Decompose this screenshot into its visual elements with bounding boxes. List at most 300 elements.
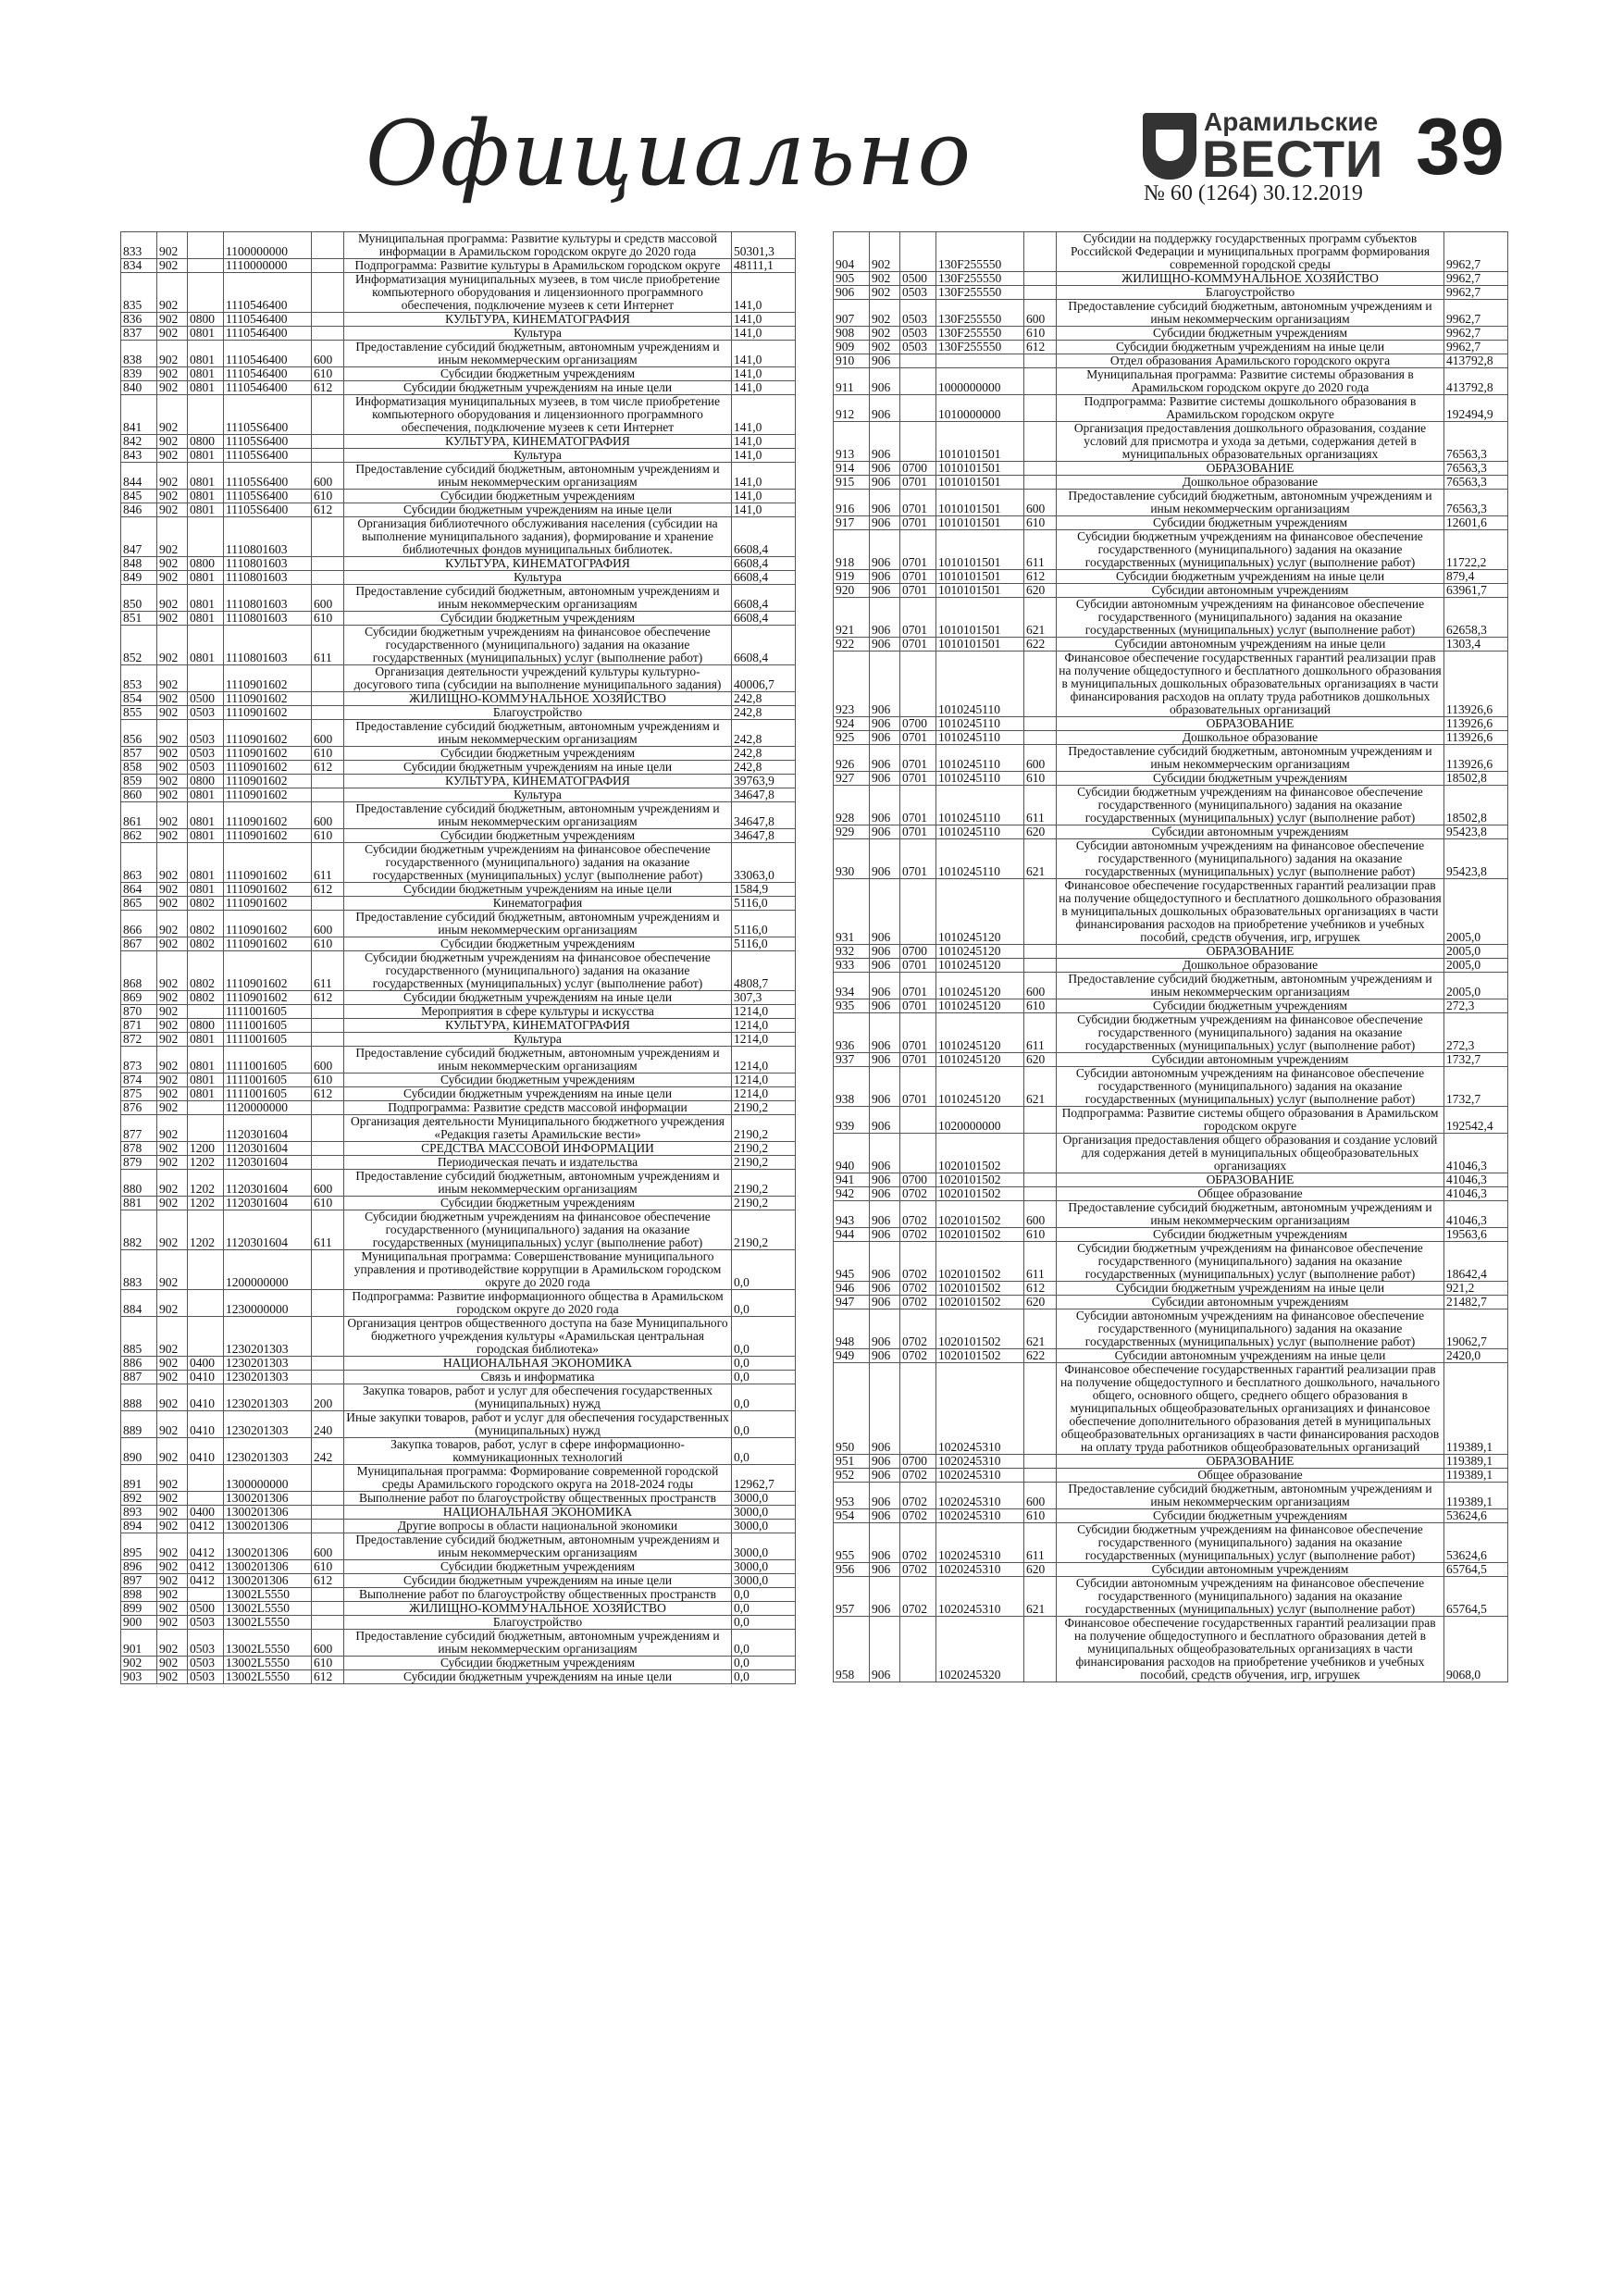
section-code: 0801 <box>188 1033 224 1046</box>
amount: 413792,8 <box>1444 354 1508 367</box>
expense-type: 610 <box>1024 772 1057 785</box>
amount: 5116,0 <box>732 897 796 910</box>
item-name: Субсидии автономным учреждениям на финансовое обеспечение государственного (муниципального) задания на оказание государственных (муниципальных) услуг (выполнение работ) <box>1057 839 1444 878</box>
item-name: Общее образование <box>1057 1469 1444 1482</box>
item-name: Финансовое обеспечение государственных гарантий реализации прав на получение общедоступного и бесплатного образования детей в муниципальных общеобразовательных организациях в части финансирования расходов на приобретение учебников и учебных пособий, средств обучения, игр, игрушек <box>1057 1617 1444 1682</box>
item-name: ОБРАЗОВАНИЕ <box>1057 1173 1444 1186</box>
section-code: 0801 <box>188 829 224 842</box>
grbs-code: 902 <box>157 883 188 896</box>
table-row <box>833 772 1508 786</box>
budget-table-left <box>120 231 796 1684</box>
section-code: 0702 <box>900 1349 936 1362</box>
item-name: Субсидии бюджетным учреждениям на иные цели <box>344 381 732 394</box>
row-number: 917 <box>833 516 870 529</box>
amount: 2190,2 <box>732 1101 796 1114</box>
grbs-code: 906 <box>870 638 900 651</box>
amount: 2005,0 <box>1444 973 1508 999</box>
amount: 76563,3 <box>1444 462 1508 475</box>
item-name: Субсидии бюджетным учреждениям на иные цели <box>344 761 732 774</box>
row-number: 839 <box>120 367 157 380</box>
expense-type: 200 <box>312 1384 344 1410</box>
row-number: 938 <box>833 1067 870 1106</box>
section-code: 0702 <box>900 1309 936 1348</box>
row-number: 871 <box>120 1019 157 1032</box>
row-number: 936 <box>833 1013 870 1052</box>
amount: 141,0 <box>732 449 796 462</box>
amount: 2005,0 <box>1444 959 1508 972</box>
expense-type: 611 <box>1024 1242 1057 1281</box>
table-row <box>120 463 796 490</box>
grbs-code: 902 <box>157 381 188 394</box>
target-code: 1110901602 <box>224 911 312 937</box>
target-code: 1020101502 <box>936 1134 1024 1173</box>
row-number: 908 <box>833 327 870 340</box>
section-code: 0701 <box>900 476 936 489</box>
amount: 141,0 <box>732 367 796 380</box>
row-number: 862 <box>120 829 157 842</box>
item-name: Субсидии бюджетным учреждениям на финансовое обеспечение государственного (муниципального) задания на оказание государственных (муниципальных) услуг (выполнение работ) <box>1057 786 1444 825</box>
target-code: 1110801603 <box>224 571 312 584</box>
amount: 141,0 <box>732 341 796 366</box>
grbs-code: 902 <box>157 395 188 434</box>
target-code: 1300000000 <box>224 1465 312 1491</box>
row-number: 940 <box>833 1134 870 1173</box>
expense-type: 621 <box>1024 839 1057 878</box>
target-code: 1230201303 <box>224 1411 312 1437</box>
row-number: 857 <box>120 747 157 760</box>
grbs-code: 906 <box>870 1173 900 1186</box>
table-row <box>833 786 1508 825</box>
grbs-code: 902 <box>157 1371 188 1384</box>
item-name: Подпрограмма: Развитие системы дошкольного образования в Арамильском городском округе <box>1057 395 1444 421</box>
grbs-code: 902 <box>157 1101 188 1114</box>
grbs-code: 906 <box>870 1483 900 1508</box>
table-row <box>833 1309 1508 1349</box>
table-row <box>120 761 796 775</box>
expense-type: 600 <box>1024 745 1057 771</box>
target-code: 1230201303 <box>224 1384 312 1410</box>
table-row <box>833 945 1508 959</box>
target-code: 1010245120 <box>936 879 1024 944</box>
item-name: Кинематография <box>344 897 732 910</box>
table-row <box>833 1296 1508 1309</box>
table-row <box>833 368 1508 395</box>
row-number: 869 <box>120 991 157 1004</box>
expense-type <box>1024 1455 1057 1468</box>
item-name: Финансовое обеспечение государственных гарантий реализации прав на получение общедоступного и бесплатного дошкольного образования в муниципальных дошкольных образовательных организациях в части финансирования расходов на приобретение учебников и учебных пособий, средств обучения, игр, игрушек <box>1057 879 1444 944</box>
amount: 6608,4 <box>732 571 796 584</box>
item-name: Дошкольное образование <box>1057 959 1444 972</box>
target-code: 1010245110 <box>936 731 1024 744</box>
item-name: Предоставление субсидий бюджетным, автономным учреждениям и иным некоммерческим организациям <box>1057 745 1444 771</box>
item-name: Субсидии автономным учреждениям <box>1057 1296 1444 1309</box>
grbs-code: 906 <box>870 395 900 421</box>
grbs-code: 906 <box>870 652 900 716</box>
grbs-code: 902 <box>157 585 188 611</box>
amount: 2190,2 <box>732 1115 796 1141</box>
target-code: 130F255550 <box>936 232 1024 271</box>
amount: 9962,7 <box>1444 327 1508 340</box>
expense-type <box>312 1506 344 1519</box>
grbs-code: 906 <box>870 1067 900 1106</box>
section-code: 0702 <box>900 1187 936 1200</box>
table-row <box>833 286 1508 300</box>
target-code: 13002L5550 <box>224 1602 312 1615</box>
table-row <box>833 1173 1508 1187</box>
expense-type <box>312 259 344 272</box>
section-code: 0801 <box>188 571 224 584</box>
expense-type <box>1024 959 1057 972</box>
target-code: 1111001605 <box>224 1033 312 1046</box>
row-number: 937 <box>833 1053 870 1066</box>
section-code: 0400 <box>188 1357 224 1370</box>
target-code: 1111001605 <box>224 1047 312 1073</box>
row-number: 946 <box>833 1282 870 1295</box>
target-code: 1020101502 <box>936 1201 1024 1227</box>
section-code: 0503 <box>188 1657 224 1669</box>
row-number: 886 <box>120 1357 157 1370</box>
grbs-code: 902 <box>157 273 188 312</box>
amount: 3000,0 <box>732 1560 796 1573</box>
expense-type <box>312 571 344 584</box>
table-row <box>833 1228 1508 1242</box>
table-row <box>120 259 796 273</box>
table-row <box>120 1005 796 1019</box>
target-code: 1020245310 <box>936 1363 1024 1454</box>
amount: 113926,6 <box>1444 745 1508 771</box>
expense-type <box>312 1371 344 1384</box>
budget-table-right <box>833 231 1508 1682</box>
target-code: 1010101501 <box>936 584 1024 597</box>
item-name: КУЛЬТУРА, КИНЕМАТОГРАФИЯ <box>344 313 732 326</box>
grbs-code: 902 <box>157 1560 188 1573</box>
expense-type: 600 <box>312 1630 344 1656</box>
item-name: НАЦИОНАЛЬНАЯ ЭКОНОМИКА <box>344 1357 732 1370</box>
amount: 53624,6 <box>1444 1509 1508 1522</box>
amount: 9962,7 <box>1444 232 1508 271</box>
section-code: 0802 <box>188 937 224 950</box>
target-code: 1020245310 <box>936 1577 1024 1616</box>
expense-type: 600 <box>312 1170 344 1196</box>
item-name: Субсидии на поддержку государственных программ субъектов Российской Федерации и муниципальных программ формирования современной городской среды <box>1057 232 1444 271</box>
section-code: 0500 <box>188 1602 224 1615</box>
table-row <box>833 1509 1508 1523</box>
table-row <box>120 1156 796 1170</box>
table-row <box>120 911 796 937</box>
target-code: 1111001605 <box>224 1074 312 1086</box>
expense-type <box>312 897 344 910</box>
item-name: ОБРАЗОВАНИЕ <box>1057 945 1444 958</box>
item-name: Субсидии автономным учреждениям на финансовое обеспечение государственного (муниципального) задания на оказание государственных (муниципальных) услуг (выполнение работ) <box>1057 1067 1444 1106</box>
table-row <box>120 435 796 449</box>
target-code: 1020101502 <box>936 1296 1024 1309</box>
section-code: 0702 <box>900 1523 936 1562</box>
grbs-code: 906 <box>870 570 900 583</box>
expense-type: 610 <box>1024 516 1057 529</box>
item-name: Информатизация муниципальных музеев, в том числе приобретение компьютерного оборудования и лицензионного программного обеспечения, подключение музеев к сети Интернет <box>344 395 732 434</box>
item-name: Субсидии бюджетным учреждениям на финансовое обеспечение государственного (муниципального) задания на оказание государственных (муниципальных) услуг (выполнение работ) <box>1057 1523 1444 1562</box>
table-row <box>120 897 796 911</box>
expense-type <box>312 1033 344 1046</box>
row-number: 853 <box>120 665 157 691</box>
section-code <box>188 1465 224 1491</box>
table-row <box>833 327 1508 341</box>
row-number: 883 <box>120 1250 157 1289</box>
expense-type: 620 <box>1024 825 1057 838</box>
grbs-code: 902 <box>157 612 188 625</box>
section-code <box>188 1317 224 1356</box>
grbs-code: 902 <box>157 937 188 950</box>
target-code: 130F255550 <box>936 341 1024 354</box>
expense-type <box>312 1250 344 1289</box>
row-number: 859 <box>120 775 157 788</box>
target-code: 13002L5550 <box>224 1657 312 1669</box>
row-number: 846 <box>120 503 157 516</box>
expense-type: 600 <box>312 911 344 937</box>
section-code <box>188 259 224 272</box>
section-code: 0801 <box>188 612 224 625</box>
grbs-code: 902 <box>157 1250 188 1289</box>
item-name: Субсидии бюджетным учреждениям на финансовое обеспечение государственного (муниципального) задания на оказание государственных (муниципальных) услуг (выполнение работ) <box>344 951 732 990</box>
target-code: 1010101501 <box>936 530 1024 569</box>
table-row <box>833 959 1508 973</box>
section-code: 0802 <box>188 897 224 910</box>
section-code: 0701 <box>900 999 936 1012</box>
item-name: ЖИЛИЩНО-КОММУНАЛЬНОЕ ХОЗЯЙСТВО <box>344 1602 732 1615</box>
section-code: 0701 <box>900 490 936 515</box>
grbs-code: 906 <box>870 839 900 878</box>
grbs-code: 906 <box>870 772 900 785</box>
grbs-code: 902 <box>157 367 188 380</box>
grbs-code: 902 <box>157 1506 188 1519</box>
target-code: 1300201306 <box>224 1560 312 1573</box>
row-number: 875 <box>120 1087 157 1100</box>
grbs-code: 902 <box>870 341 900 354</box>
target-code: 11105S6400 <box>224 435 312 448</box>
expense-type: 612 <box>312 1087 344 1100</box>
row-number: 935 <box>833 999 870 1012</box>
expense-type <box>312 557 344 570</box>
target-code: 1020245310 <box>936 1483 1024 1508</box>
amount: 41046,3 <box>1444 1134 1508 1173</box>
row-number: 856 <box>120 720 157 746</box>
table-row <box>833 839 1508 879</box>
grbs-code: 902 <box>157 490 188 503</box>
item-name: ОБРАЗОВАНИЕ <box>1057 1455 1444 1468</box>
expense-type <box>312 327 344 340</box>
table-row <box>120 1438 796 1465</box>
grbs-code: 902 <box>157 1411 188 1437</box>
row-number: 903 <box>120 1670 157 1683</box>
table-row <box>120 490 796 503</box>
grbs-code: 902 <box>157 1087 188 1100</box>
grbs-code: 902 <box>157 463 188 489</box>
table-row <box>833 395 1508 422</box>
row-number: 858 <box>120 761 157 774</box>
amount: 1303,4 <box>1444 638 1508 651</box>
target-code: 1120301604 <box>224 1210 312 1249</box>
expense-type: 612 <box>312 883 344 896</box>
target-code: 11105S6400 <box>224 395 312 434</box>
expense-type <box>312 1317 344 1356</box>
section-code: 0801 <box>188 843 224 882</box>
row-number: 898 <box>120 1588 157 1601</box>
target-code: 1110901602 <box>224 788 312 801</box>
table-row <box>120 1074 796 1087</box>
table-row <box>120 802 796 829</box>
amount: 12962,7 <box>732 1465 796 1491</box>
amount: 119389,1 <box>1444 1363 1508 1454</box>
grbs-code: 902 <box>870 272 900 285</box>
expense-type: 610 <box>312 367 344 380</box>
target-code: 1010245110 <box>936 786 1024 825</box>
row-number: 947 <box>833 1296 870 1309</box>
grbs-code: 902 <box>157 327 188 340</box>
grbs-code: 902 <box>157 1317 188 1356</box>
section-code: 1202 <box>188 1210 224 1249</box>
target-code: 1020245310 <box>936 1455 1024 1468</box>
expense-type: 620 <box>1024 584 1057 597</box>
expense-type <box>1024 731 1057 744</box>
target-code: 1020101502 <box>936 1187 1024 1200</box>
amount: 921,2 <box>1444 1282 1508 1295</box>
amount: 0,0 <box>732 1670 796 1683</box>
amount: 40006,7 <box>732 665 796 691</box>
section-code: 0701 <box>900 1013 936 1052</box>
amount: 141,0 <box>732 435 796 448</box>
table-row <box>833 1523 1508 1563</box>
section-code: 0801 <box>188 585 224 611</box>
target-code: 1110801603 <box>224 612 312 625</box>
amount: 34647,8 <box>732 802 796 828</box>
section-code <box>900 1107 936 1133</box>
expense-type: 612 <box>312 503 344 516</box>
amount: 119389,1 <box>1444 1469 1508 1482</box>
amount: 12601,6 <box>1444 516 1508 529</box>
expense-type: 610 <box>1024 999 1057 1012</box>
grbs-code: 902 <box>157 951 188 990</box>
row-number: 888 <box>120 1384 157 1410</box>
section-code: 0410 <box>188 1371 224 1384</box>
target-code: 1120301604 <box>224 1170 312 1196</box>
row-number: 950 <box>833 1363 870 1454</box>
grbs-code: 906 <box>870 354 900 367</box>
item-name: Субсидии бюджетным учреждениям на иные цели <box>344 1087 732 1100</box>
table-row <box>120 788 796 802</box>
section-code: 0412 <box>188 1574 224 1587</box>
expense-type <box>312 1115 344 1141</box>
item-name: Субсидии бюджетным учреждениям <box>344 612 732 625</box>
table-row <box>120 381 796 395</box>
row-number: 838 <box>120 341 157 366</box>
amount: 0,0 <box>732 1250 796 1289</box>
target-code: 1300201306 <box>224 1506 312 1519</box>
expense-type: 612 <box>1024 1282 1057 1295</box>
target-code: 1020245310 <box>936 1563 1024 1576</box>
item-name: Закупка товаров, работ, услуг в сфере информационно-коммуникационных технологий <box>344 1438 732 1464</box>
item-name: Предоставление субсидий бюджетным, автономным учреждениям и иным некоммерческим организациям <box>1057 1483 1444 1508</box>
row-number: 842 <box>120 435 157 448</box>
section-code <box>188 1115 224 1141</box>
row-number: 840 <box>120 381 157 394</box>
row-number: 949 <box>833 1349 870 1362</box>
item-name: Организация деятельности учреждений культуры культурно-досугового типа (субсидии на выполнение муниципального задания) <box>344 665 732 691</box>
target-code: 1110546400 <box>224 381 312 394</box>
target-code: 1110901602 <box>224 843 312 882</box>
amount: 141,0 <box>732 313 796 326</box>
amount: 0,0 <box>732 1657 796 1669</box>
table-row <box>120 1290 796 1317</box>
table-row <box>833 717 1508 731</box>
section-code: 0503 <box>900 327 936 340</box>
item-name: Благоустройство <box>344 706 732 719</box>
grbs-code: 906 <box>870 1201 900 1227</box>
amount: 1214,0 <box>732 1047 796 1073</box>
logo-title: ВЕСТИ <box>1202 130 1384 188</box>
row-number: 918 <box>833 530 870 569</box>
target-code: 1010245120 <box>936 973 1024 999</box>
expense-type: 621 <box>1024 1577 1057 1616</box>
section-code: 0702 <box>900 1577 936 1616</box>
section-code <box>188 1005 224 1018</box>
table-row <box>120 585 796 612</box>
amount: 9962,7 <box>1444 341 1508 354</box>
item-name: Субсидии бюджетным учреждениям на иные цели <box>344 883 732 896</box>
row-number: 870 <box>120 1005 157 1018</box>
row-number: 872 <box>120 1033 157 1046</box>
amount: 3000,0 <box>732 1533 796 1559</box>
expense-type: 600 <box>312 463 344 489</box>
row-number: 907 <box>833 300 870 326</box>
item-name: Субсидии бюджетным учреждениям <box>344 1197 732 1210</box>
amount: 4808,7 <box>732 951 796 990</box>
amount: 2190,2 <box>732 1197 796 1210</box>
amount: 3000,0 <box>732 1506 796 1519</box>
section-code: 1202 <box>188 1197 224 1210</box>
amount: 50301,3 <box>732 232 796 258</box>
section-code: 0801 <box>188 1074 224 1086</box>
row-number: 943 <box>833 1201 870 1227</box>
amount: 0,0 <box>732 1290 796 1316</box>
item-name: Отдел образования Арамильского городского округа <box>1057 354 1444 367</box>
target-code: 1110901602 <box>224 802 312 828</box>
section-code: 0801 <box>188 341 224 366</box>
grbs-code: 902 <box>157 1630 188 1656</box>
target-code: 11105S6400 <box>224 463 312 489</box>
target-code: 1110801603 <box>224 557 312 570</box>
amount: 2005,0 <box>1444 945 1508 958</box>
expense-type <box>1024 1187 1057 1200</box>
item-name: Финансовое обеспечение государственных гарантий реализации прав на получение общедоступного и бесплатного дошкольного образования в муниципальных дошкольных образовательных организациях в части финансирования расходов на оплату труда работников дошкольных образовательных организаций <box>1057 652 1444 716</box>
target-code: 1110546400 <box>224 367 312 380</box>
expense-type: 621 <box>1024 1067 1057 1106</box>
expense-type <box>312 517 344 556</box>
grbs-code: 906 <box>870 786 900 825</box>
grbs-code: 902 <box>157 991 188 1004</box>
item-name: Субсидии бюджетным учреждениям <box>1057 516 1444 529</box>
expense-type <box>1024 395 1057 421</box>
grbs-code: 906 <box>870 1282 900 1295</box>
grbs-code: 906 <box>870 1469 900 1482</box>
row-number: 914 <box>833 462 870 475</box>
section-code: 0802 <box>188 991 224 1004</box>
target-code: 1010245110 <box>936 825 1024 838</box>
expense-type: 611 <box>1024 530 1057 569</box>
table-row <box>120 557 796 571</box>
amount: 141,0 <box>732 273 796 312</box>
item-name: Культура <box>344 571 732 584</box>
expense-type: 622 <box>1024 1349 1057 1362</box>
